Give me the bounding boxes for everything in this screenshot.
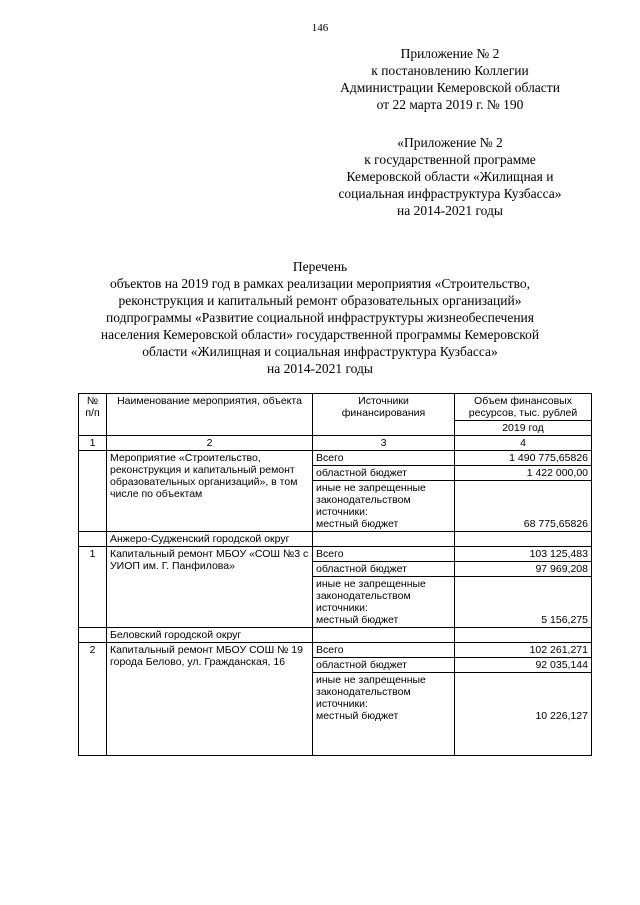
- district-row: [79, 628, 592, 643]
- empty-cell: [455, 532, 592, 547]
- empty-cell: [455, 723, 592, 756]
- document-title: [40, 258, 600, 377]
- appendix-quoted-line: Кемеровской области «Жилищная и: [346, 169, 554, 184]
- source-other-cell: [313, 481, 455, 532]
- source-regional-label: областной бюджет: [313, 466, 455, 481]
- appendix-quoted-line: «Приложение № 2: [397, 135, 503, 150]
- appendix-quoted-header: [330, 134, 570, 219]
- appendix-quoted-line: на 2014-2021 годы: [397, 203, 503, 218]
- source-regional-value: 97 969,208: [455, 562, 592, 577]
- source-local-value: 68 775,65826: [455, 481, 592, 532]
- row-num-empty: [79, 532, 107, 547]
- source-total-value: 102 261,271: [455, 643, 592, 658]
- empty-cell: [455, 628, 592, 643]
- title-line: объектов на 2019 год в рамках реализации мероприятия «Строительство,: [109, 276, 531, 291]
- empty-cell: [313, 723, 455, 756]
- measure-name: Мероприятие «Строительство, реконструкция и капитальный ремонт образовательных организаций», в том числе по объектам: [107, 451, 313, 532]
- row-num-empty: [79, 451, 107, 532]
- header-name: Наименование мероприятия, объекта: [107, 394, 313, 436]
- source-local-label: местный бюджет: [316, 614, 399, 626]
- table-row: [79, 451, 592, 466]
- table-row: [79, 643, 592, 658]
- col-number: 3: [313, 436, 455, 451]
- appendix-header: [330, 45, 570, 113]
- title-line: реконструкция и капитальный ремонт образовательных организаций»: [118, 293, 522, 308]
- appendix-line: Администрации Кемеровской области: [340, 80, 560, 95]
- header-year: 2019 год: [455, 421, 592, 436]
- district-name: Анжеро-Судженский городской округ: [107, 532, 313, 547]
- table-row: [79, 547, 592, 562]
- object-name: Капитальный ремонт МБОУ «СОШ №3 с УИОП им. Г. Панфилова»: [107, 547, 313, 628]
- column-numbers-row: [79, 436, 592, 451]
- table-header-row: [79, 394, 592, 421]
- source-other-cell: [313, 673, 455, 724]
- financing-table: [78, 393, 592, 756]
- source-local-value: 10 226,127: [455, 673, 592, 724]
- col-number: 4: [455, 436, 592, 451]
- source-total-label: Всего: [313, 451, 455, 466]
- source-regional-label: областной бюджет: [313, 658, 455, 673]
- appendix-line: от 22 марта 2019 г. № 190: [376, 97, 524, 112]
- appendix-quoted-line: к государственной программе: [364, 152, 536, 167]
- source-regional-label: областной бюджет: [313, 562, 455, 577]
- source-other-label: иные не запрещенные законодательством источники:: [316, 482, 426, 518]
- object-name: Капитальный ремонт МБОУ СОШ № 19 города Белово, ул. Гражданская, 16: [107, 643, 313, 756]
- source-local-value: 5 156,275: [455, 577, 592, 628]
- object-num: 2: [79, 643, 107, 756]
- appendix-quoted-line: социальная инфраструктура Кузбасса»: [338, 186, 562, 201]
- title-line: на 2014-2021 годы: [267, 361, 373, 376]
- source-other-cell: [313, 577, 455, 628]
- source-other-label: иные не запрещенные законодательством источники:: [316, 578, 426, 614]
- empty-cell: [313, 532, 455, 547]
- header-source: Источники финансирования: [313, 394, 455, 436]
- source-local-label: местный бюджет: [316, 710, 399, 722]
- row-num-empty: [79, 628, 107, 643]
- appendix-line: к постановлению Коллегии: [371, 63, 529, 78]
- header-volume: Объем финансовых ресурсов, тыс. рублей: [455, 394, 592, 421]
- source-local-label: местный бюджет: [316, 518, 399, 530]
- title-line: населения Кемеровской области» государственной программы Кемеровской: [100, 327, 540, 342]
- header-num: № п/п: [79, 394, 107, 436]
- district-row: [79, 532, 592, 547]
- source-total-label: Всего: [313, 547, 455, 562]
- source-regional-value: 92 035,144: [455, 658, 592, 673]
- title-line: области «Жилищная и социальная инфраструктура Кузбасса»: [142, 344, 498, 359]
- source-total-value: 1 490 775,65826: [455, 451, 592, 466]
- source-total-label: Всего: [313, 643, 455, 658]
- source-regional-value: 1 422 000,00: [455, 466, 592, 481]
- col-number: 1: [79, 436, 107, 451]
- object-num: 1: [79, 547, 107, 628]
- page-number: 146: [311, 22, 329, 34]
- district-name: Беловский городской округ: [107, 628, 313, 643]
- empty-cell: [313, 628, 455, 643]
- title-line: Перечень: [292, 259, 348, 274]
- appendix-line: Приложение № 2: [400, 46, 500, 61]
- source-other-label: иные не запрещенные законодательством источники:: [316, 674, 426, 710]
- source-total-value: 103 125,483: [455, 547, 592, 562]
- col-number: 2: [107, 436, 313, 451]
- title-line: подпрограммы «Развитие социальной инфраструктуры жизнеобеспечения: [106, 310, 534, 325]
